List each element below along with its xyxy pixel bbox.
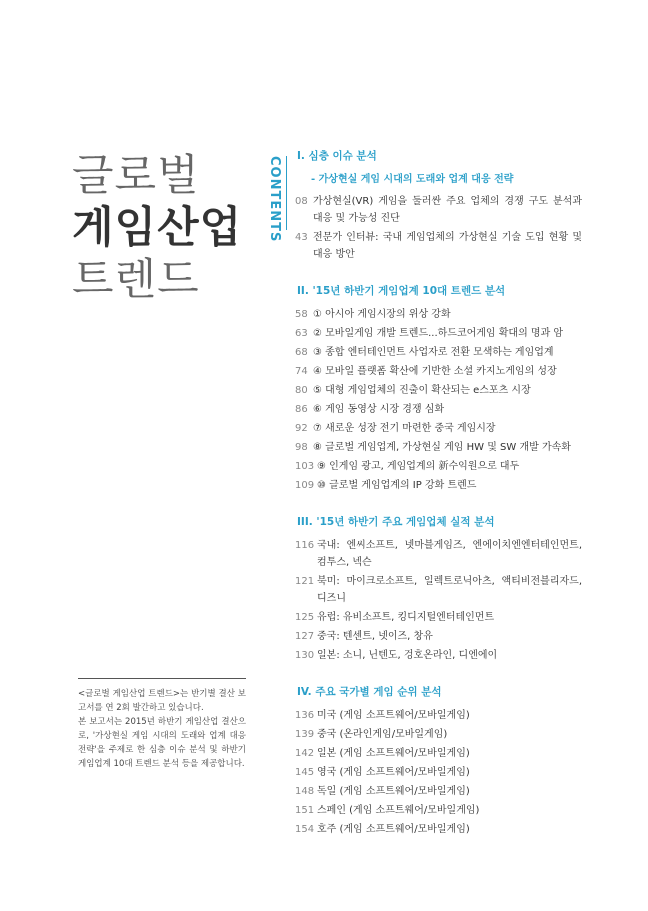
toc-entry[interactable] xyxy=(297,573,582,607)
title-line-3: 트렌드 xyxy=(72,255,200,305)
toc-section-3 xyxy=(297,514,582,664)
entry-title: ④ 모바일 플랫폼 확산에 기반한 소셜 카지노게임의 성장 xyxy=(313,366,557,377)
page-number: 86 xyxy=(295,404,308,415)
toc-entry[interactable] xyxy=(297,783,582,800)
entry-title: 유럽: 유비소프트, 킹디지털엔터테인먼트 xyxy=(317,612,495,623)
note-divider xyxy=(78,678,246,679)
page-number: 98 xyxy=(295,442,308,453)
entry-title: 일본 (게임 소프트웨어/모바일게임) xyxy=(317,748,470,759)
entry-title: 스페인 (게임 소프트웨어/모바일게임) xyxy=(317,805,480,816)
page-number: 80 xyxy=(295,385,308,396)
toc-entry[interactable] xyxy=(297,628,582,645)
contents-divider xyxy=(286,156,287,230)
entry-title: 북미: 마이크로소프트, 일렉트로닉아츠, 액티비전블리자드, 디즈니 xyxy=(317,576,582,604)
page-number: 103 xyxy=(295,461,315,472)
entry-title: 호주 (게임 소프트웨어/모바일게임) xyxy=(317,824,470,835)
entry-title: 전문가 인터뷰: 국내 게임업체의 가상현실 기술 도입 현황 및 대응 방안 xyxy=(313,232,582,260)
toc-entry[interactable] xyxy=(297,707,582,724)
entry-title: ③ 종합 엔터테인먼트 사업자로 전환 모색하는 게임업계 xyxy=(313,347,554,358)
page-number: 130 xyxy=(295,650,315,661)
entry-title: 독일 (게임 소프트웨어/모바일게임) xyxy=(317,786,470,797)
entry-title: ⑧ 글로벌 게임업계, 가상현실 게임 HW 및 SW 개발 가속화 xyxy=(313,442,571,453)
toc-entry[interactable] xyxy=(297,401,582,418)
toc-entry[interactable] xyxy=(297,382,582,399)
section-subheading: - 가상현실 게임 시대의 도래와 업계 대응 전략 xyxy=(311,174,514,185)
page-number: 68 xyxy=(295,347,308,358)
section-heading: IV. 주요 국가별 게임 순위 분석 xyxy=(297,686,442,698)
page-number: 127 xyxy=(295,631,315,642)
page-number: 08 xyxy=(295,196,308,207)
entry-title: ⑩ 글로벌 게임업계의 IP 강화 트렌드 xyxy=(317,480,477,491)
page-number: 151 xyxy=(295,805,315,816)
entry-title: 일본: 소니, 닌텐도, 겅호온라인, 디엔에이 xyxy=(317,650,498,661)
page-number: 109 xyxy=(295,480,315,491)
page-number: 136 xyxy=(295,710,315,721)
entry-title: 가상현실(VR) 게임을 둘러싼 주요 업체의 경쟁 구도 분석과 대응 및 가능성 진단 xyxy=(313,196,582,224)
toc-entry[interactable] xyxy=(297,306,582,323)
page-number: 58 xyxy=(295,309,308,320)
toc-entry[interactable] xyxy=(297,726,582,743)
toc-entry[interactable] xyxy=(297,193,582,227)
page-number: 145 xyxy=(295,767,315,778)
toc-entry[interactable] xyxy=(297,647,582,664)
toc-section-1 xyxy=(297,148,582,263)
entry-title: ② 모바일게임 개발 트렌드...하드코어게임 확대의 명과 암 xyxy=(313,328,564,339)
toc-entry[interactable] xyxy=(297,439,582,456)
page-number: 139 xyxy=(295,729,315,740)
entry-title: ① 아시아 게임시장의 위상 강화 xyxy=(313,309,451,320)
page-number: 63 xyxy=(295,328,308,339)
entry-title: 영국 (게임 소프트웨어/모바일게임) xyxy=(317,767,470,778)
table-of-contents xyxy=(297,148,582,858)
toc-entry[interactable] xyxy=(297,764,582,781)
entry-title: ⑦ 새로운 성장 전기 마련한 중국 게임시장 xyxy=(313,423,496,434)
toc-entry[interactable] xyxy=(297,458,582,475)
title-line-1: 글로벌 xyxy=(72,151,200,201)
entry-title: 국내: 엔씨소프트, 넷마블게임즈, 엔에이치엔엔터테인먼트, 컴투스, 넥슨 xyxy=(317,540,582,568)
toc-section-4 xyxy=(297,684,582,838)
section-heading: I. 심층 이슈 분석 xyxy=(297,150,377,162)
section-heading: II. '15년 하반기 게임업계 10대 트렌드 분석 xyxy=(297,285,506,297)
page-number: 148 xyxy=(295,786,315,797)
page-number: 92 xyxy=(295,423,308,434)
document-title xyxy=(72,150,262,306)
toc-entry[interactable] xyxy=(297,363,582,380)
toc-entry[interactable] xyxy=(297,745,582,762)
page-number: 43 xyxy=(295,232,308,243)
note-paragraph-1: <글로벌 게임산업 트렌드>는 반기별 결산 보고서를 연 2회 발간하고 있습니다. xyxy=(78,689,246,713)
contents-label: CONTENTS xyxy=(267,156,282,243)
toc-entry[interactable] xyxy=(297,609,582,626)
toc-entry[interactable] xyxy=(297,802,582,819)
page-number: 74 xyxy=(295,366,308,377)
toc-entry[interactable] xyxy=(297,420,582,437)
toc-entry[interactable] xyxy=(297,821,582,838)
entry-title: 미국 (게임 소프트웨어/모바일게임) xyxy=(317,710,470,721)
toc-entry[interactable] xyxy=(297,477,582,494)
entry-title: ⑨ 인게임 광고, 게임업계의 新수익원으로 대두 xyxy=(317,461,520,472)
entry-title: 중국 (온라인게임/모바일게임) xyxy=(317,729,448,740)
page-number: 125 xyxy=(295,612,315,623)
entry-title: 중국: 텐센트, 넷이즈, 창유 xyxy=(317,631,433,642)
page-number: 121 xyxy=(295,576,315,587)
toc-entry[interactable] xyxy=(297,229,582,263)
toc-entry[interactable] xyxy=(297,344,582,361)
publication-note xyxy=(78,678,246,771)
title-line-2: 게임산업 xyxy=(72,203,243,253)
note-paragraph-2: 본 보고서는 2015년 하반기 게임산업 결산으로, '가상현실 게임 시대의 도래와 업계 대응 전략'을 주제로 한 심층 이슈 분석 및 하반기 게임업계 10대 트렌드 분석 등을 제공합니다. xyxy=(78,717,246,769)
section-heading: III. '15년 하반기 주요 게임업체 실적 분석 xyxy=(297,516,495,528)
toc-entry[interactable] xyxy=(297,325,582,342)
entry-title: ⑥ 게임 동영상 시장 경쟁 심화 xyxy=(313,404,445,415)
toc-entry[interactable] xyxy=(297,537,582,571)
page-number: 142 xyxy=(295,748,315,759)
page-number: 116 xyxy=(295,540,315,551)
entry-title: ⑤ 대형 게임업체의 진출이 확산되는 e스포츠 시장 xyxy=(313,385,531,396)
toc-section-2 xyxy=(297,283,582,494)
page-number: 154 xyxy=(295,824,315,835)
